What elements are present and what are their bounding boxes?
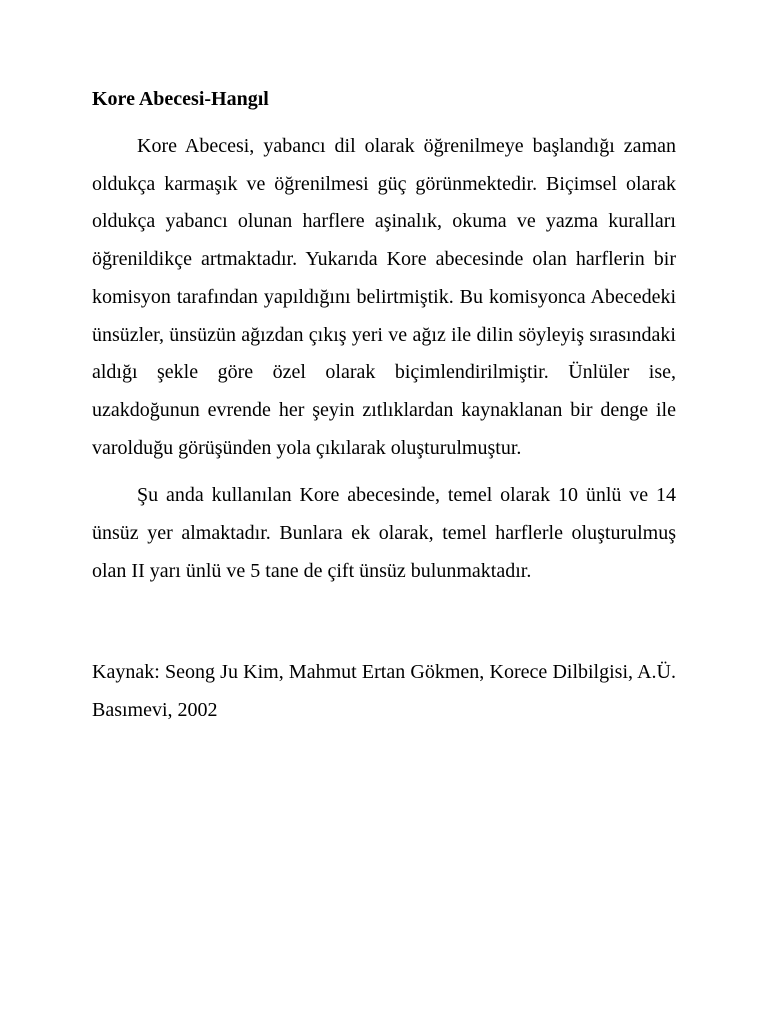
body-paragraph-2: Şu anda kullanılan Kore abecesinde, temel olarak 10 ünlü ve 14 ünsüz yer almaktadır. Bunlara ek olarak, temel harflerle oluşturulmuş olan II yarı ünlü ve 5 tane de çift ünsüz bulunmaktadır. — [92, 484, 676, 582]
document-page — [92, 84, 676, 730]
source-citation: Kaynak: Seong Ju Kim, Mahmut Ertan Gökmen, Korece Dilbilgisi, A.Ü. Basımevi, 2002 — [92, 661, 676, 722]
document-title: Kore Abecesi-Hangıl — [92, 88, 269, 110]
body-paragraph-1: Kore Abecesi, yabancı dil olarak öğrenilmeye başlandığı zaman oldukça karmaşık ve öğrenilmesi güç görünmektedir. Biçimsel olarak oldukça yabancı olunan harflere aşinalık, okuma ve yazma kuralları öğrenildikçe artmaktadır. Yukarıda Kore abecesinde olan harflerin bir komisyon tarafından yapıldığını belirtmiştik. Bu komisyonca Abecedeki ünsüzler, ünsüzün ağızdan çıkış yeri ve ağız ile dilin söyleyiş sırasındaki aldığı şekle göre özel olarak biçimlendirilmiştir. Ünlüler ise, uzakdoğunun evrende her şeyin zıtlıklardan kaynaklanan bir denge ile varolduğu görüşünden yola çıkılarak oluşturulmuştur. — [92, 135, 676, 459]
